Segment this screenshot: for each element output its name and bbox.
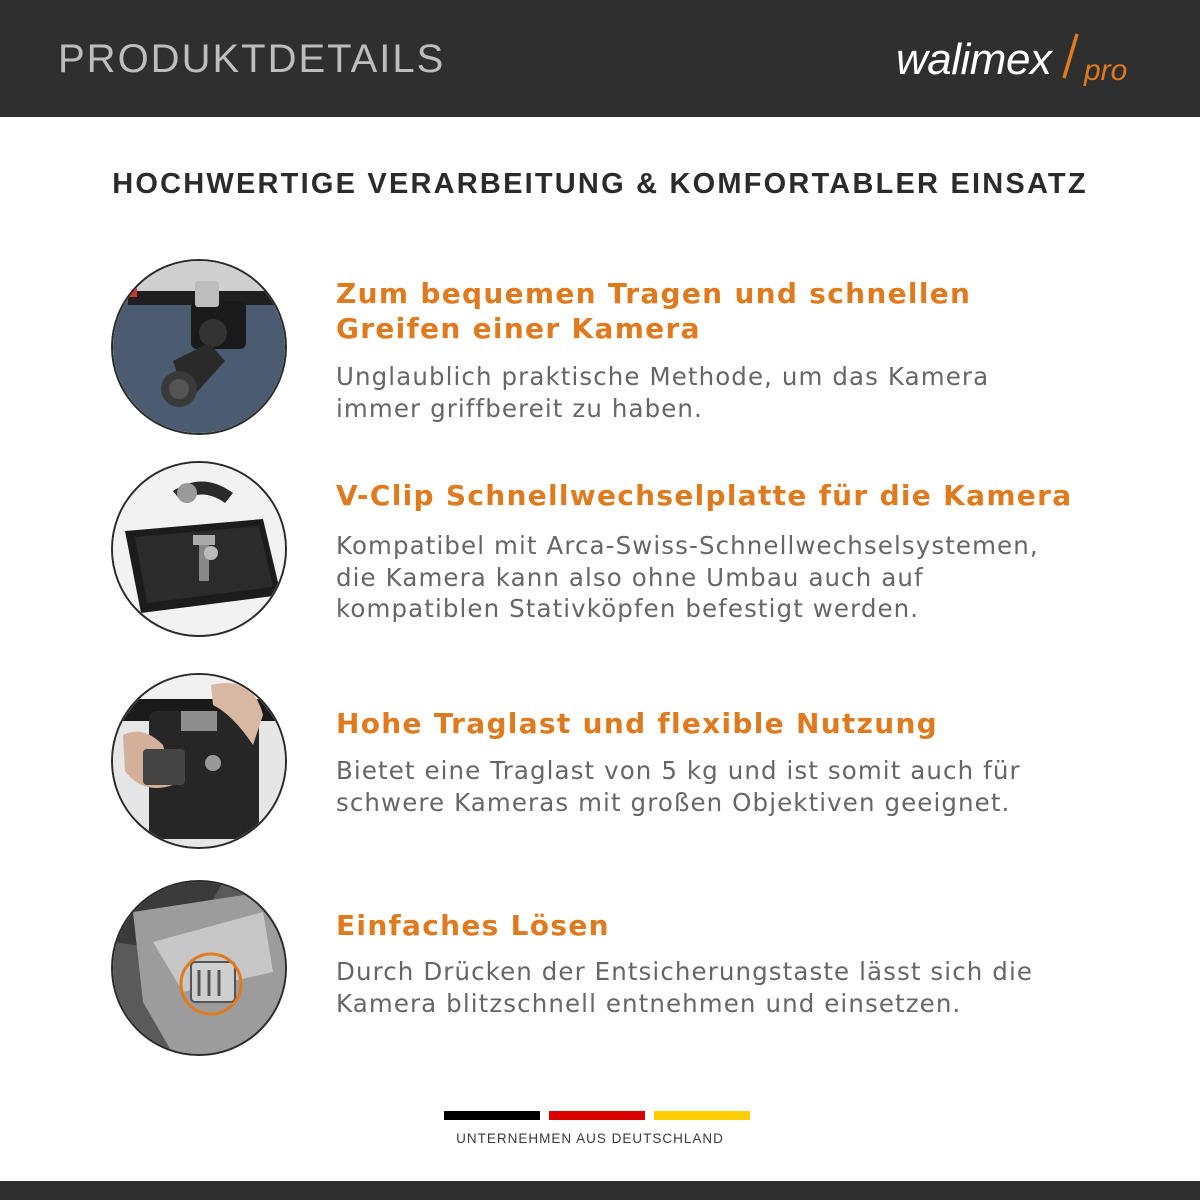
- feature-title: Zum bequemen Tragen und schnellen Greifen einer Kamera: [336, 277, 972, 345]
- logo-x-accent: [1064, 34, 1077, 78]
- section-heading: HOCHWERTIGE VERARBEITUNG & KOMFORTABLER EINSATZ: [112, 168, 1088, 200]
- feature-description: Durch Drücken der Entsicherungstaste lässt sich die Kamera blitzschnell entnehmen und einsetzen.: [336, 957, 1034, 1018]
- feature-title: V-Clip Schnellwechselplatte für die Kamera: [336, 479, 1073, 512]
- walimex-pro-logo: [894, 26, 1149, 96]
- release-button-photo-icon: [111, 880, 287, 1056]
- flag-stripe-black: [444, 1111, 540, 1120]
- logo-text: walimex: [896, 35, 1052, 84]
- flag-stripe-red: [549, 1111, 645, 1120]
- quick-release-plate-photo-icon: [111, 461, 287, 637]
- feature-description: Kompatibel mit Arca-Swiss-Schnellwechselsystemen, die Kamera kann also ohne Umbau auch auf kompatiblen Stativköpfen befestigt werden.: [336, 531, 1039, 623]
- feature-description: Bietet eine Traglast von 5 kg und ist somit auch für schwere Kameras mit großen Objektiven geeignet.: [336, 756, 1021, 817]
- belt-holster-photo-icon: [111, 673, 287, 849]
- bottom-bar: [0, 1181, 1200, 1200]
- feature-description: Unglaublich praktische Methode, um das Kamera immer griffbereit zu haben.: [336, 362, 990, 423]
- footer-text: UNTERNEHMEN AUS DEUTSCHLAND: [456, 1131, 724, 1146]
- header-bar: [0, 0, 1200, 117]
- flag-stripe-gold: [654, 1111, 750, 1120]
- logo-suffix: pro: [1084, 54, 1128, 87]
- camera-holster-photo-icon: [111, 259, 287, 435]
- feature-title: Hohe Traglast und flexible Nutzung: [336, 707, 939, 740]
- page-title: PRODUKTDETAILS: [58, 37, 446, 81]
- feature-title: Einfaches Lösen: [336, 909, 610, 942]
